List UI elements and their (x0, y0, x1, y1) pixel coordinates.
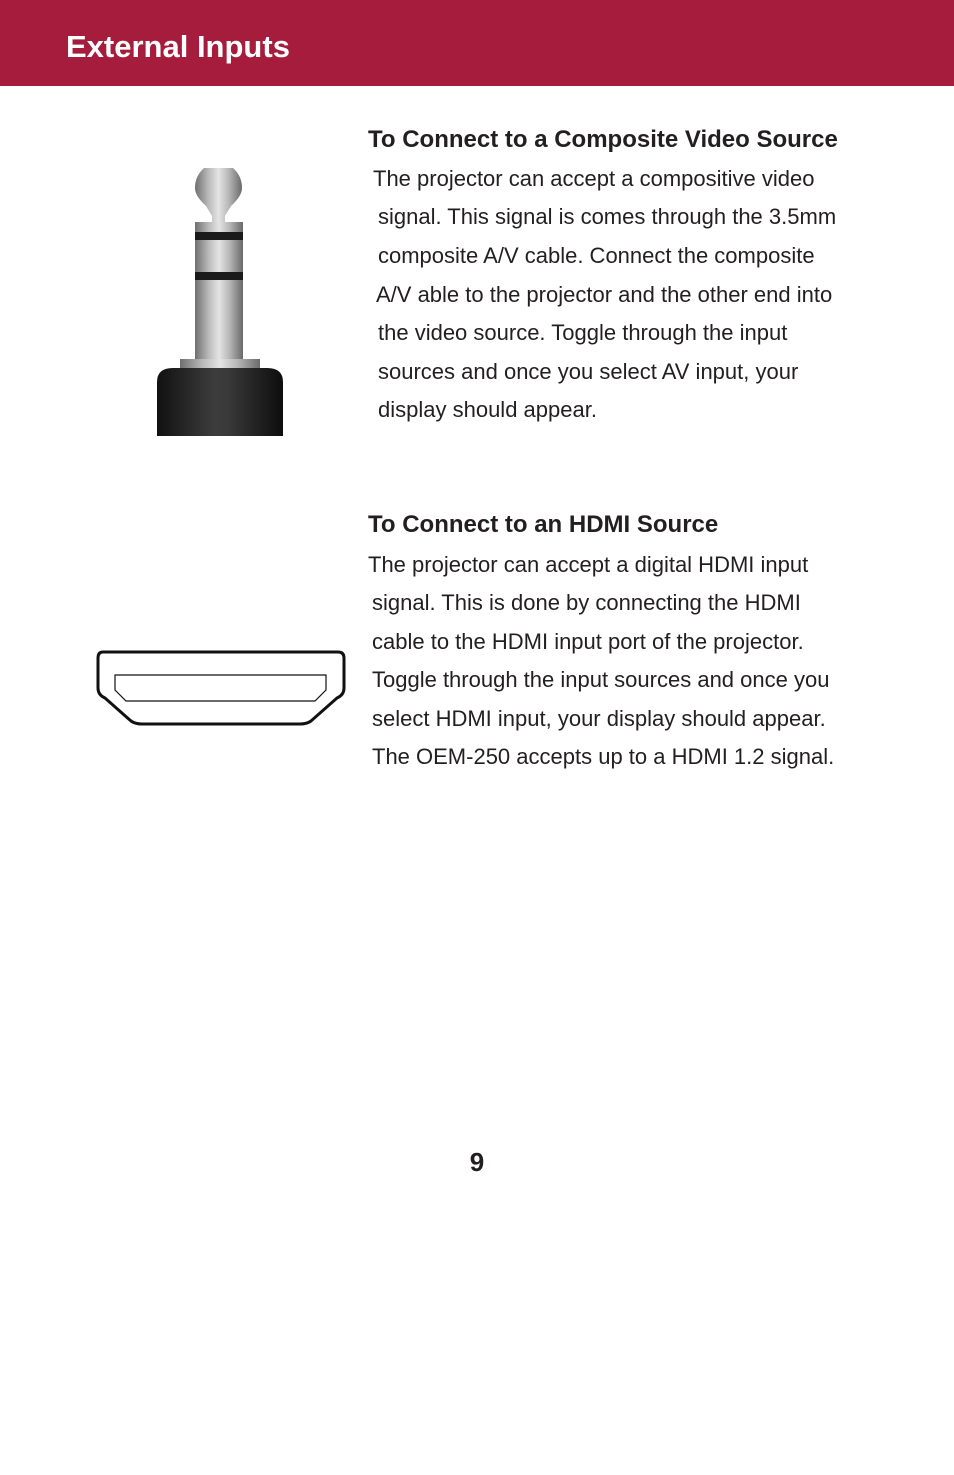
composite-text-line: display should appear. (378, 397, 597, 422)
audio-jack-icon (155, 166, 285, 438)
page-title: External Inputs (66, 29, 290, 64)
page-number: 9 (469, 1147, 485, 1177)
hdmi-text-line: cable to the HDMI input port of the projector. (372, 629, 804, 654)
hdmi-text-line: signal. This is done by connecting the HDMI (372, 590, 801, 615)
composite-text-line: sources and once you select AV input, your (378, 359, 799, 384)
composite-text-line: composite A/V cable. Connect the composite (378, 243, 815, 268)
hdmi-text-line: The OEM-250 accepts up to a HDMI 1.2 signal. (372, 744, 835, 769)
composite-text-line: The projector can accept a compositive video (373, 166, 815, 191)
header-bar (0, 0, 954, 86)
composite-heading: To Connect to a Composite Video Source (368, 126, 838, 153)
hdmi-heading: To Connect to an HDMI Source (368, 511, 719, 538)
hdmi-text-line: Toggle through the input sources and once you (372, 667, 830, 692)
hdmi-text-line: The projector can accept a digital HDMI input (368, 552, 809, 577)
hdmi-port-icon (94, 648, 348, 728)
composite-text-line: signal. This signal is comes through the 3.5mm (378, 204, 837, 229)
hdmi-text-line: select HDMI input, your display should appear. (372, 706, 826, 731)
composite-text-line: A/V able to the projector and the other end into (376, 282, 833, 307)
composite-text-line: the video source. Toggle through the input (378, 320, 788, 345)
